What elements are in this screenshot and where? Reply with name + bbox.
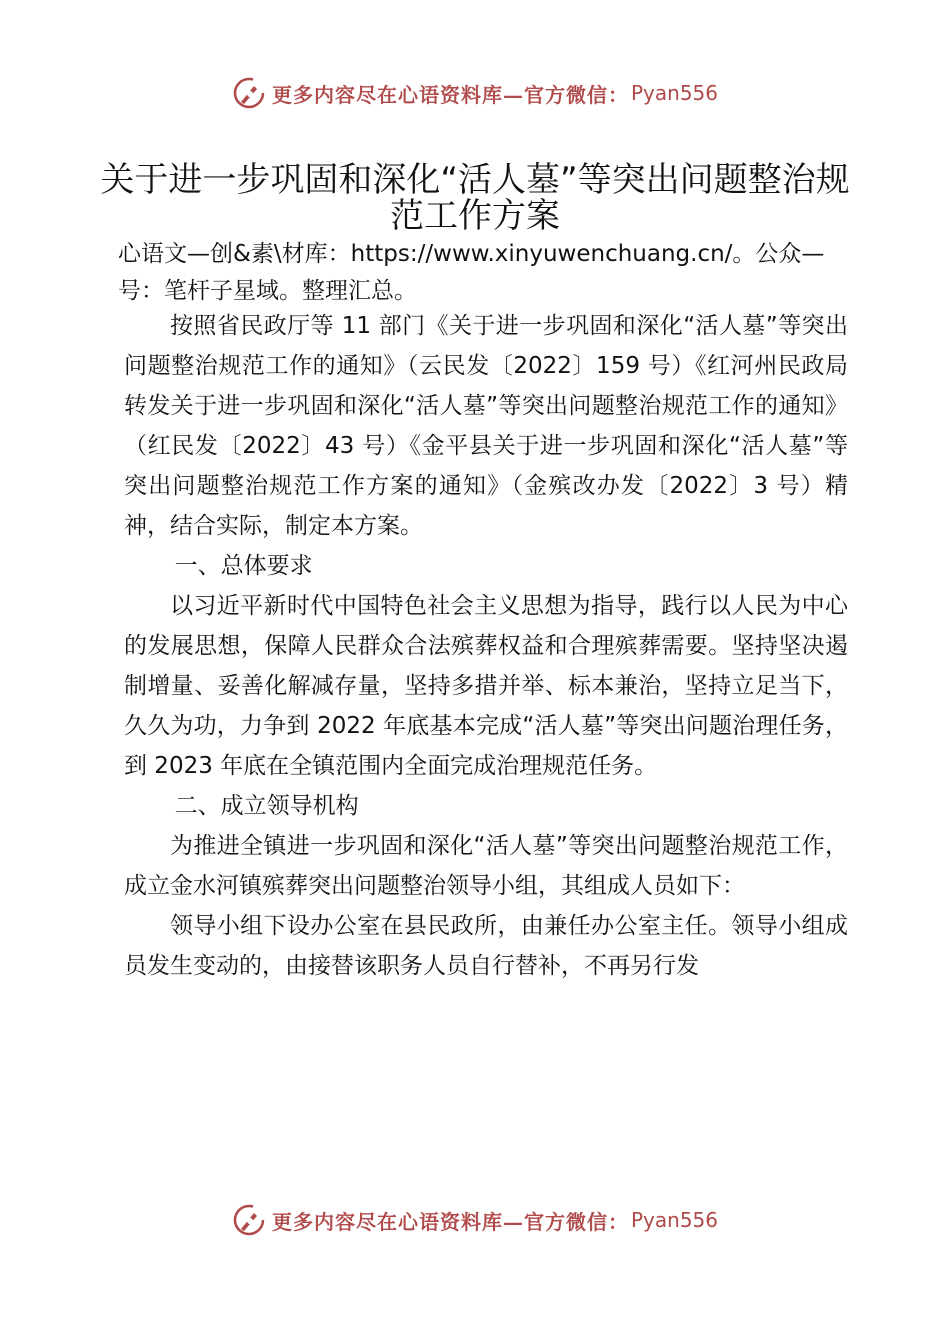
document-title: 关于进一步巩固和深化“活人墓”等突出问题整治规范工作方案	[100, 160, 850, 236]
header-watermark	[0, 73, 950, 113]
brush-pen-logo-icon	[232, 76, 266, 110]
source-line: 心语文—创&素\材库：https://www.xinyuwenchuang.cn/。公众—号：笔杆子星域。整理汇总。	[118, 241, 825, 304]
watermark-wechat-id: Pyan556	[630, 1208, 718, 1232]
body-paragraph-1: 以习近平新时代中国特色社会主义思想为指导，践行以人民为中心的发展思想，保障人民群众合法殡葬权益和合理殡葬需要。坚持坚决遏制增量、妥善化解减存量，坚持多措并举、标本兼治，坚持立足当下，久久为功，力争到 2022 年底基本完成“活人墓”等突出问题治理任务，到 2023 年底在全镇范围内全面完成治理规范任务。	[124, 593, 848, 779]
watermark-slogan: 更多内容尽在心语资料库—官方微信：	[271, 1209, 629, 1234]
watermark-slogan: 更多内容尽在心语资料库—官方微信：	[271, 82, 629, 107]
body-paragraph-3: 领导小组下设办公室在县民政所，由兼任办公室主任。领导小组成员发生变动的，由接替该职务人员自行替补，不再另行发	[124, 913, 848, 979]
brush-pen-logo-icon	[232, 1203, 266, 1237]
section-heading-1: 一、总体要求	[174, 553, 313, 579]
footer-watermark	[0, 1200, 950, 1240]
intro-paragraph: 按照省民政厅等 11 部门《关于进一步巩固和深化“活人墓”等突出问题整治规范工作的通知》（云民发〔2022〕159 号）《红河州民政局转发关于进一步巩固和深化“活人墓”等突出问题整治规范工作的通知》（红民发〔2022〕43 号）《金平县关于进一步巩固和深化“活人墓”等突出问题整治规范工作方案的通知》（金殡改办发〔2022〕3 号）精神，结合实际，制定本方案。	[124, 313, 848, 539]
body-paragraph-2: 为推进全镇进一步巩固和深化“活人墓”等突出问题整治规范工作，成立金水河镇殡葬突出问题整治领导小组，其组成人员如下：	[124, 833, 848, 899]
watermark-wechat-id: Pyan556	[630, 81, 718, 105]
section-heading-2: 二、成立领导机构	[174, 793, 359, 819]
document-body	[124, 306, 848, 986]
